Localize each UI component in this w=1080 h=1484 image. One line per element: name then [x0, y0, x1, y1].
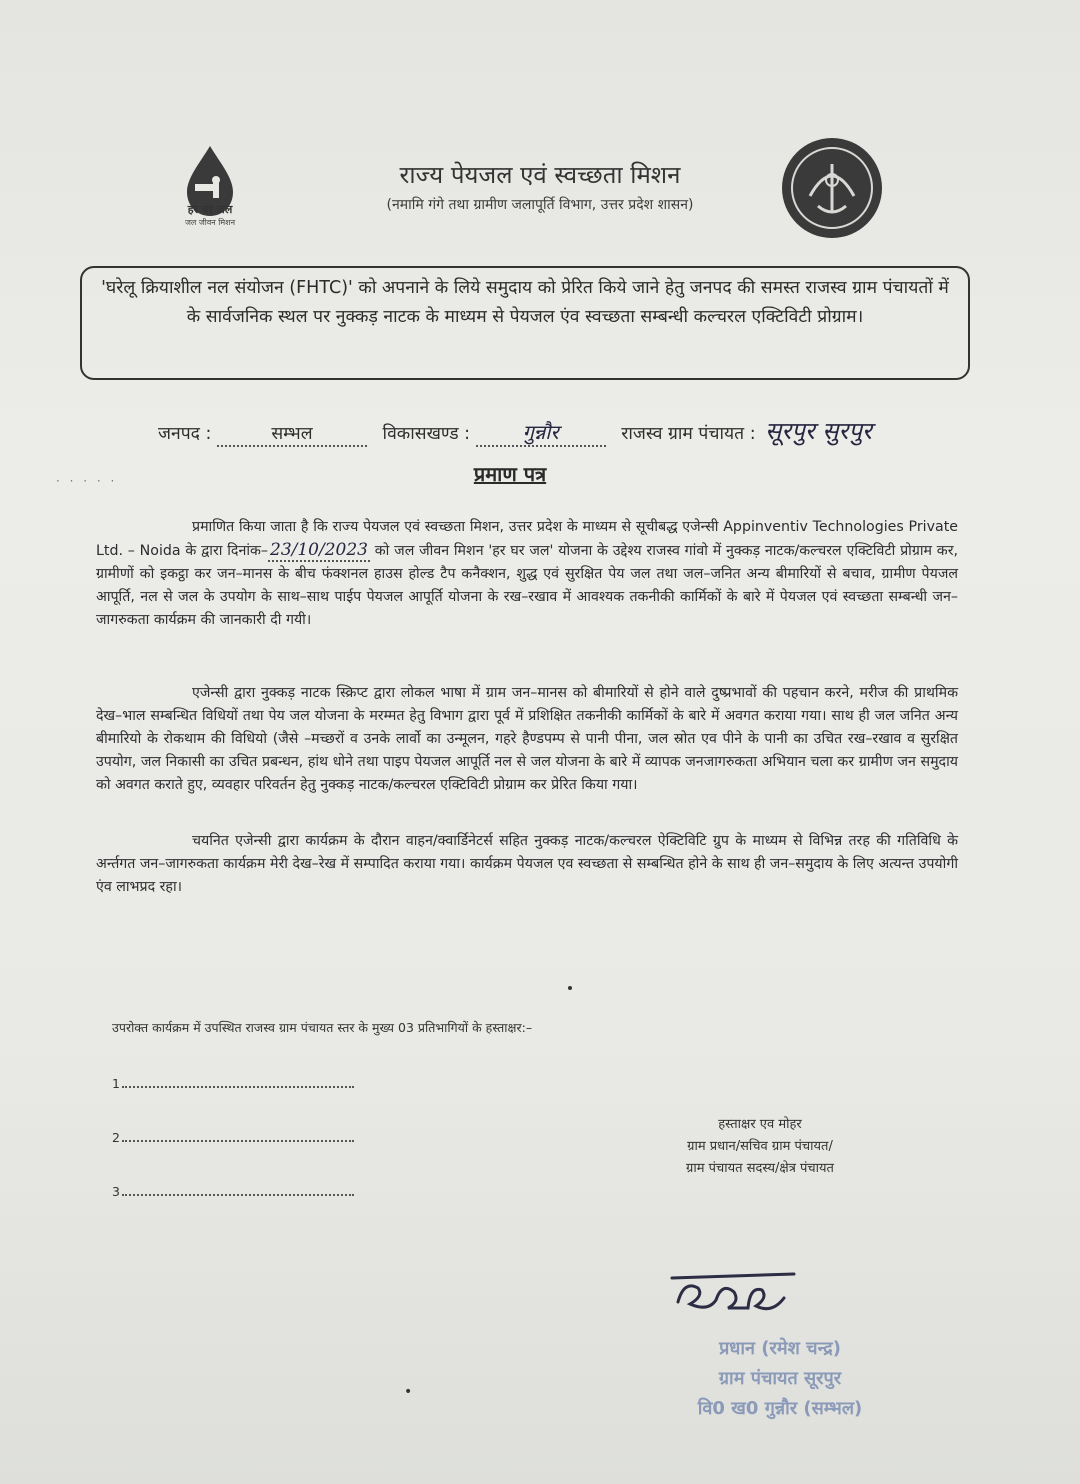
paragraph-3: चयनित एजेन्सी द्वारा कार्यक्रम के दौरान वाहन/क्वार्डिनेटर्स सहित नुक्कड़ नाटक/कल्चरल ऐक्टिविटि ग्रुप के माध्यम से विभिन्न तरह की गतिविधि के अर्न्तगत जन–जागरुकता कार्यक्रम मेरी देख–रेख में सम्पादित कराया गया। कार्यक्रम पेयजल एव स्वच्छता से सम्बन्धित होने के साथ ही जन–समुदाय के लिए अत्यन्त उपयोगी एंव लाभप्रद रहा। — [96, 833, 958, 895]
participant-signature-line: 1 — [112, 1076, 354, 1091]
panchayat-label: राजस्व ग्राम पंचायत : — [621, 424, 756, 444]
panchayat-value: सूरपुर सुरपुर — [765, 417, 872, 445]
event-date: 23/10/2023 — [270, 540, 368, 560]
paragraph-2: एजेन्सी द्वारा नुक्कड़ नाटक स्क्रिप्ट द्वारा लोकल भाषा में ग्राम जन–मानस को बीमारियों से होने वाले दुष्प्रभावों की पहचान करने, मरीज की प्राथमिक देख–भाल सम्बन्धित विधियों तथा पेय जल योजना के मरम्मत हेतु विभाग द्वारा पूर्व में प्रशिक्षित तकनीकी कार्मिकों के बारे में अवगत कराया गया। साथ ही जल जनित अन्य बीमारियो के रोकथाम की विधियो (जैसे –मच्छरों व उनके लार्वो का उन्मूलन, गहरे हैण्डपम्प से पानी पीना, जल स्रोत एव पीने के पानी का उचित रख–रखाव व सुरक्षित उपयोग, जल निकासी का उचित प्रबन्धन, हांथ धोने तथा पाइप पेयजल आपूर्ति नल से जल योजना के बारे में व्यापक जनजागरुकता अभियान चला कर ग्रामीण जन समुदाय को अवगत कराते हुए, व्यवहार परिवर्तन हेतु नुक्कड़ नाटक/कल्चरल एक्टिविटी प्रोग्राम कर प्रेरित किया गया। — [96, 685, 958, 793]
signatory-designation — [640, 1114, 880, 1180]
programme-title-box: 'घरेलू क्रियाशील नल संयोजन (FHTC)' को अपनाने के लिये समुदाय को प्रेरित किये जाने हेतु जनपद की समस्त राजस्व ग्राम पंचायतों में के सार्वजनिक स्थल पर नुक्कड़ नाटक के माध्यम से पेयजल एंव स्वच्छता सम्बन्धी कल्चरल एक्टिविटी प्रोग्राम। — [80, 266, 970, 380]
header-subtitle: (नमामि गंगे तथा ग्रामीण जलापूर्ति विभाग, उत्तर प्रदेश शासन) — [386, 197, 694, 213]
logo-subtext: जल जीवन मिशन — [184, 218, 236, 227]
signatory-line-2: ग्राम प्रधान/सचिव ग्राम पंचायत/ — [687, 1139, 833, 1154]
participant-signature-line: 2 — [112, 1130, 354, 1145]
district-value: सम्भल — [217, 421, 367, 447]
stamp-line-1: प्रधान (रमेश चन्द्र) — [719, 1338, 841, 1359]
header-title: राज्य पेयजल एवं स्वच्छता मिशन — [399, 161, 681, 189]
stray-marks: · · · · · — [56, 474, 118, 488]
block-label: विकासखण्ड : — [382, 424, 471, 444]
stamp-line-2: ग्राम पंचायत सूरपुर — [718, 1368, 842, 1389]
district-label: जनपद : — [158, 424, 212, 444]
attendance-text: उपरोक्त कार्यक्रम में उपस्थित राजस्व ग्राम पंचायत स्तर के मुख्य 03 प्रतिभागियों के हस्ताक्षर:– — [112, 1020, 533, 1035]
uttar-pradesh-emblem-icon — [780, 136, 884, 240]
stray-dot — [568, 986, 572, 990]
handwritten-signature — [664, 1262, 804, 1332]
stamp-line-3: वि0 ख0 गुन्नौर (सम्भल) — [697, 1398, 863, 1419]
participant-signature-line: 3 — [112, 1184, 354, 1199]
har-ghar-jal-logo — [165, 140, 255, 240]
signatory-line-1: हस्ताक्षर एव मोहर — [718, 1117, 802, 1132]
logo-text: हर घर जल — [187, 203, 233, 216]
certificate-title: प्रमाण पत्र — [473, 462, 547, 486]
block-value: गुन्नौर — [476, 418, 606, 447]
stray-mark: • — [404, 1384, 413, 1400]
signatory-line-3: ग्राम पंचायत सदस्य/क्षेत्र पंचायत — [686, 1161, 834, 1176]
paragraph-1: प्रमाणित किया जाता है कि राज्य पेयजल एवं स्वच्छता मिशन, उत्तर प्रदेश के माध्यम से सूचीबद्ध एजेन्सी Appinventiv Technologies Private Ltd. – Noida के द्वारा दिनांक– 23/10/2023 को जल जीवन मिशन 'हर घर जल' योजना के उद्देश्य राजस्व गांवो में नुक्कड़ नाटक/कल्चरल एक्टिविटी प्रोग्राम कर, ग्रामीणों को इकट्ठा कर जन–मानस के बीच फंक्शनल हाउस होल्ड टैप कनैक्शन, शुद्ध एवं सुरक्षित पेय जल तथा जल–जनित अन्य बीमारियों से बचाव, ग्रामीण पेयजल आपूर्ति, नल से जल के उपयोग के साथ–साथ पाईप पेयजल आपूर्ति योजना के रख–रखाव में आवश्यक तकनीकी कार्मिकों के बारे में पेयजल एवं स्वच्छता सम्बन्धी जन–जागरुकता कार्यक्रम की जानकारी दी गयी। — [96, 519, 959, 628]
official-stamp — [660, 1334, 900, 1424]
location-fields — [158, 414, 872, 447]
